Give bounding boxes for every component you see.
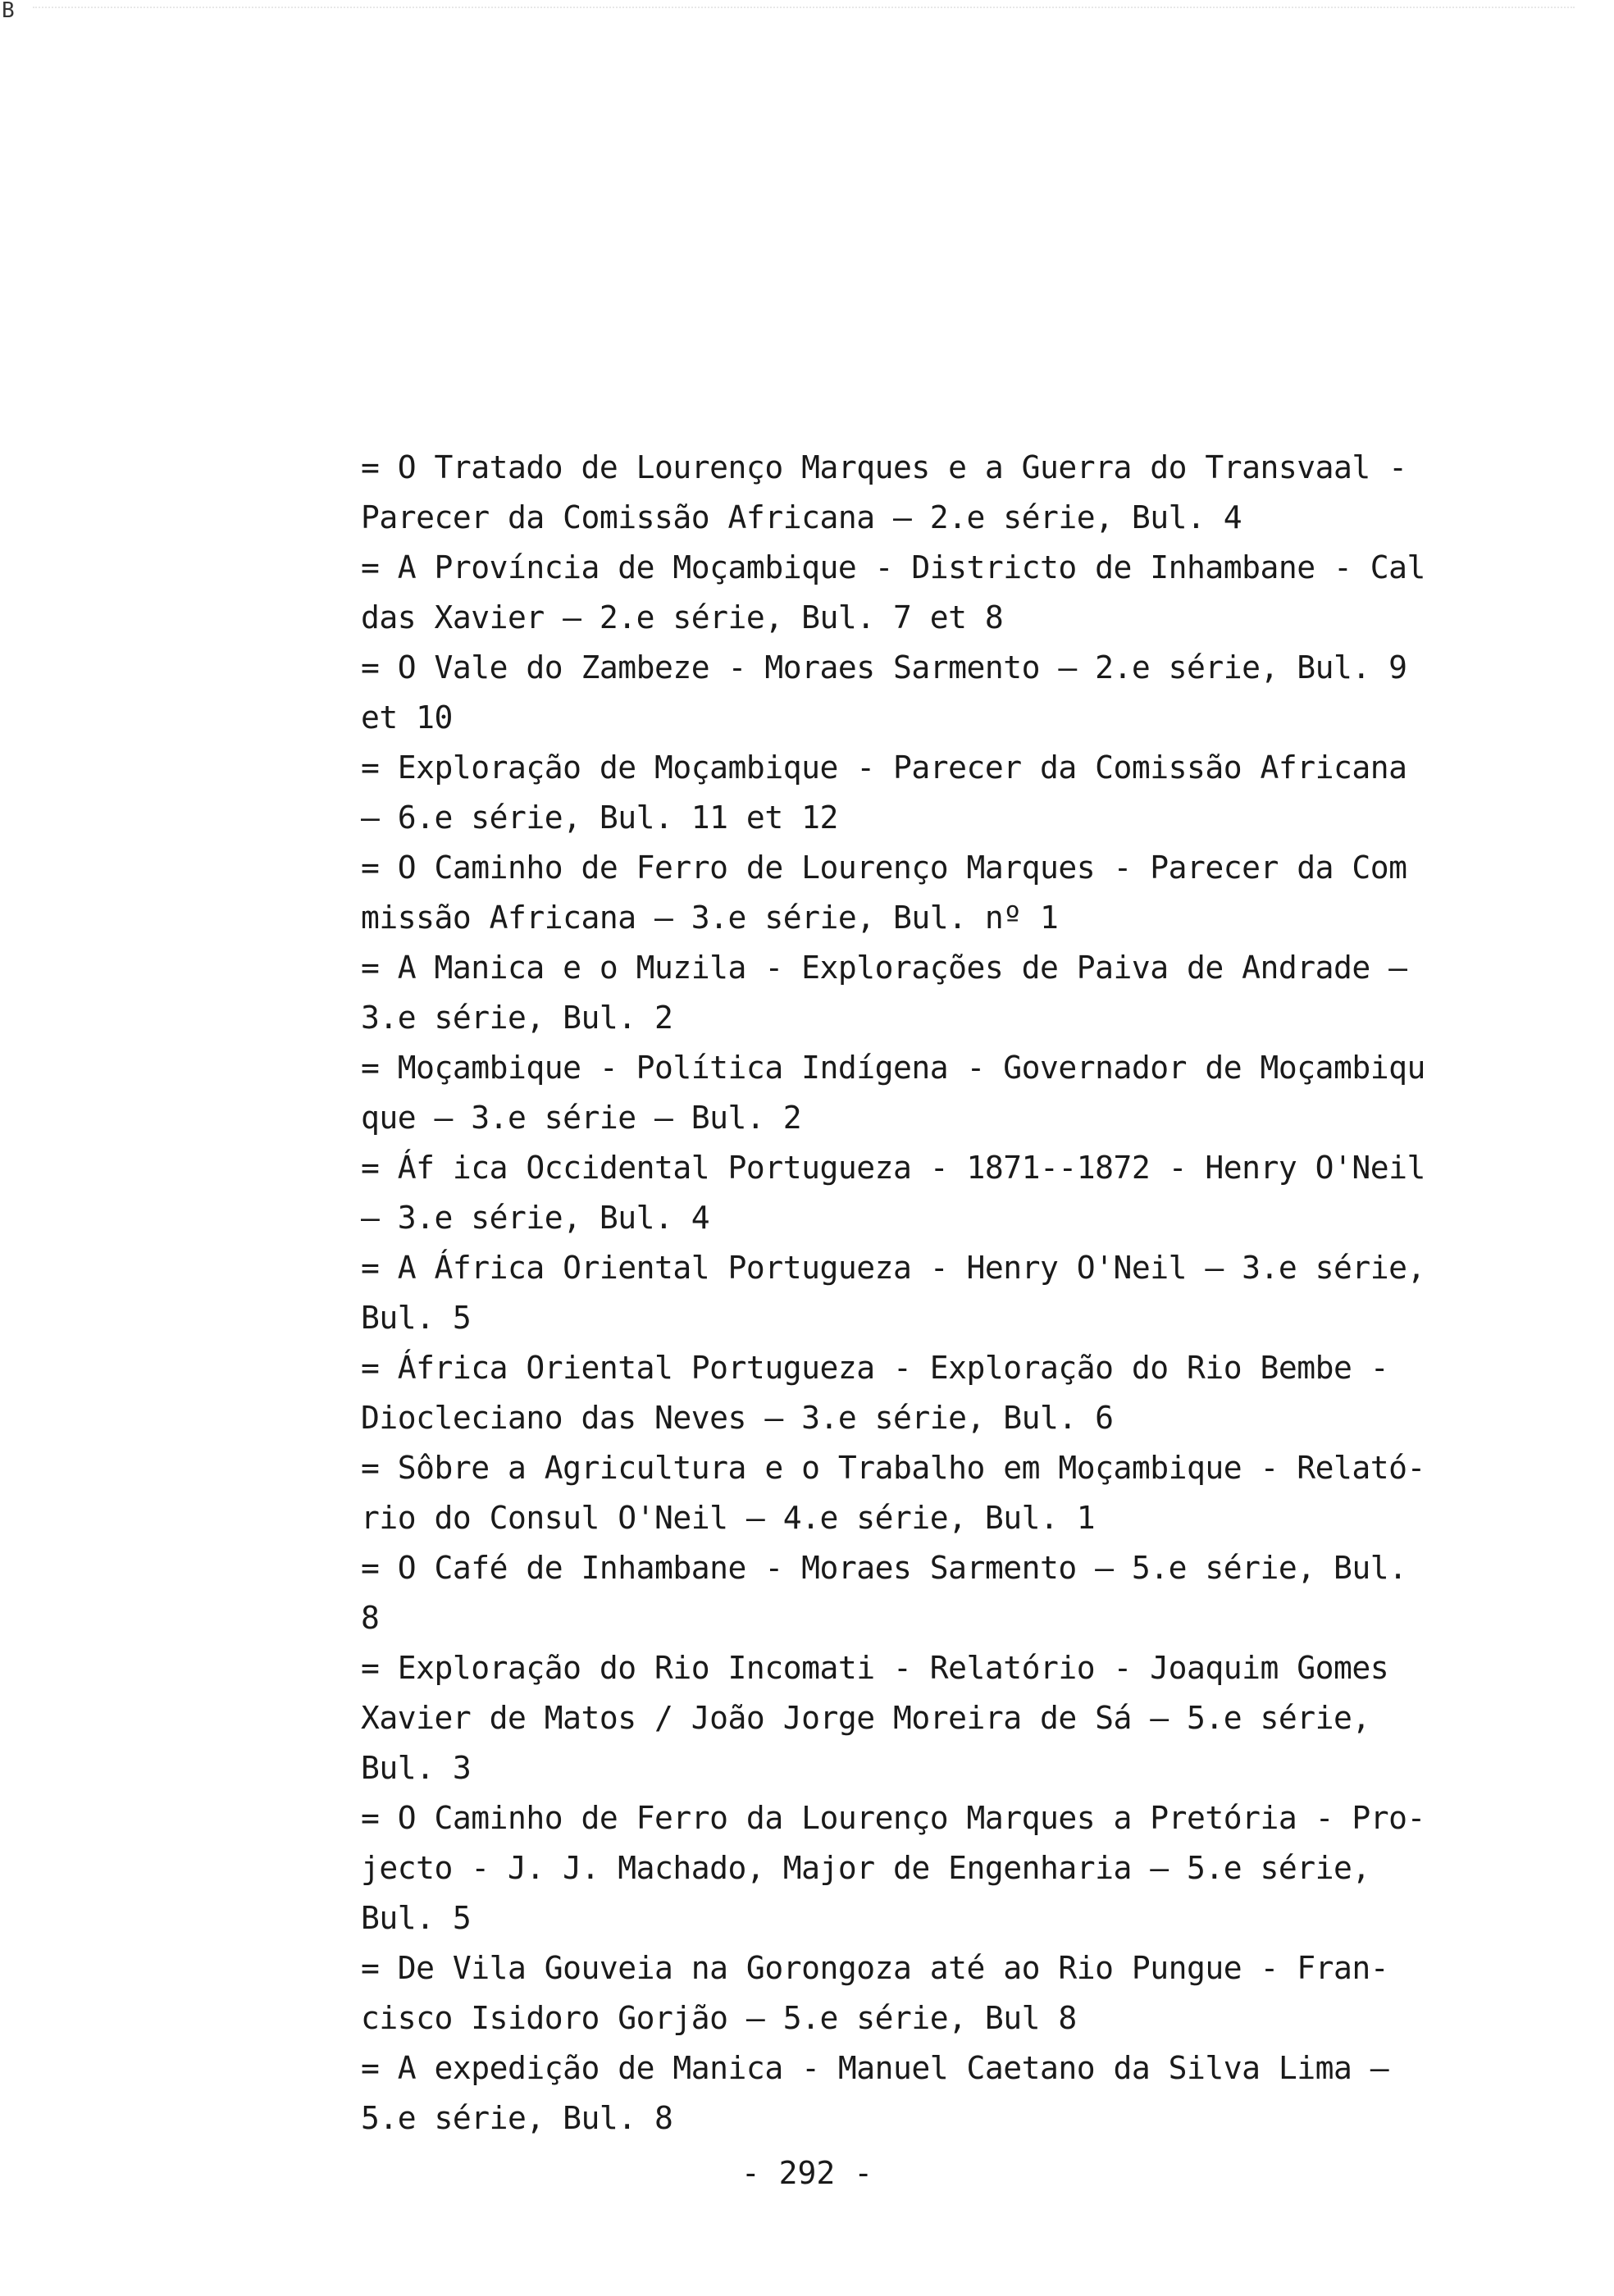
bibliography-entry bbox=[361, 1543, 1534, 1643]
bibliography-entry bbox=[361, 1793, 1534, 1943]
entry-line: = África Oriental Portugueza - Exploração do Rio Bembe - bbox=[361, 1350, 1389, 1386]
bibliography-entry bbox=[361, 1143, 1534, 1243]
bibliography-entry bbox=[361, 1443, 1534, 1543]
entry-line: Bul. 3 bbox=[361, 1750, 472, 1786]
bibliography-entry bbox=[361, 543, 1534, 643]
entry-line: — 3.e série, Bul. 4 bbox=[361, 1200, 710, 1236]
corner-mark: B bbox=[2, 0, 15, 23]
entry-line: = O Vale do Zambeze - Moraes Sarmento — 2.e série, Bul. 9 bbox=[361, 649, 1407, 686]
entry-line: = A África Oriental Portugueza - Henry O'Neil — 3.e série, bbox=[361, 1250, 1425, 1286]
bibliography-entry bbox=[361, 943, 1534, 1043]
bibliography-entry bbox=[361, 1943, 1534, 2043]
entry-line: missão Africana — 3.e série, Bul. nº 1 bbox=[361, 900, 1059, 936]
entry-line: 8 bbox=[361, 1600, 380, 1636]
entry-line: jecto - J. J. Machado, Major de Engenharia — 5.e série, bbox=[361, 1850, 1370, 1886]
entry-line: et 10 bbox=[361, 699, 453, 736]
bibliography-entry bbox=[361, 443, 1534, 543]
entry-line: rio do Consul O'Neil — 4.e série, Bul. 1 bbox=[361, 1500, 1096, 1536]
bibliography-list bbox=[361, 443, 1534, 2143]
entry-line: das Xavier — 2.e série, Bul. 7 et 8 bbox=[361, 599, 1004, 636]
entry-line: Parecer da Comissão Africana — 2.e série, Bul. 4 bbox=[361, 499, 1242, 535]
show-through-bleed bbox=[33, 7, 1575, 20]
entry-line: Xavier de Matos / João Jorge Moreira de Sá — 5.e série, bbox=[361, 1700, 1370, 1736]
entry-line: = A Província de Moçambique - Districto de Inhambane - Cal bbox=[361, 549, 1425, 585]
entry-line: = O Caminho de Ferro da Lourenço Marques a Pretória - Pro- bbox=[361, 1800, 1425, 1836]
page-number: - 292 - bbox=[741, 2155, 873, 2191]
entry-line: = Exploração do Rio Incomati - Relatório - Joaquim Gomes bbox=[361, 1650, 1389, 1686]
bibliography-entry bbox=[361, 1343, 1534, 1443]
bibliography-entry bbox=[361, 1643, 1534, 1793]
entry-line: = Moçambique - Política Indígena - Governador de Moçambiqu bbox=[361, 1050, 1425, 1086]
bibliography-entry bbox=[361, 1243, 1534, 1343]
entry-line: Diocleciano das Neves — 3.e série, Bul. 6 bbox=[361, 1400, 1114, 1436]
entry-line: Bul. 5 bbox=[361, 1900, 472, 1936]
bibliography-entry bbox=[361, 2043, 1534, 2143]
entry-line: Bul. 5 bbox=[361, 1300, 472, 1336]
entry-line: = O Caminho de Ferro de Lourenço Marques - Parecer da Com bbox=[361, 850, 1407, 886]
entry-line: = O Tratado de Lourenço Marques e a Guerra do Transvaal - bbox=[361, 449, 1407, 485]
entry-line: = A expedição de Manica - Manuel Caetano da Silva Lima — bbox=[361, 2050, 1389, 2086]
entry-line: 5.e série, Bul. 8 bbox=[361, 2100, 673, 2136]
entry-line: = A Manica e o Muzila - Explorações de Paiva de Andrade — bbox=[361, 950, 1407, 986]
entry-line: = Exploração de Moçambique - Parecer da Comissão Africana bbox=[361, 749, 1407, 786]
bibliography-entry bbox=[361, 843, 1534, 943]
entry-line: cisco Isidoro Gorjão — 5.e série, Bul 8 bbox=[361, 2000, 1077, 2036]
bibliography-entry bbox=[361, 1043, 1534, 1143]
entry-line: que — 3.e série — Bul. 2 bbox=[361, 1100, 802, 1136]
entry-line: = De Vila Gouveia na Gorongoza até ao Rio Pungue - Fran- bbox=[361, 1950, 1389, 1986]
entry-line: — 6.e série, Bul. 11 et 12 bbox=[361, 800, 838, 836]
bibliography-entry bbox=[361, 643, 1534, 743]
entry-line: = Áf ica Occidental Portugueza - 1871--1872 - Henry O'Neil bbox=[361, 1150, 1425, 1186]
entry-line: = O Café de Inhambane - Moraes Sarmento — 5.e série, Bul. bbox=[361, 1550, 1407, 1586]
entry-line: 3.e série, Bul. 2 bbox=[361, 1000, 673, 1036]
bibliography-entry bbox=[361, 743, 1534, 843]
entry-line: = Sôbre a Agricultura e o Trabalho em Moçambique - Relató- bbox=[361, 1450, 1425, 1486]
